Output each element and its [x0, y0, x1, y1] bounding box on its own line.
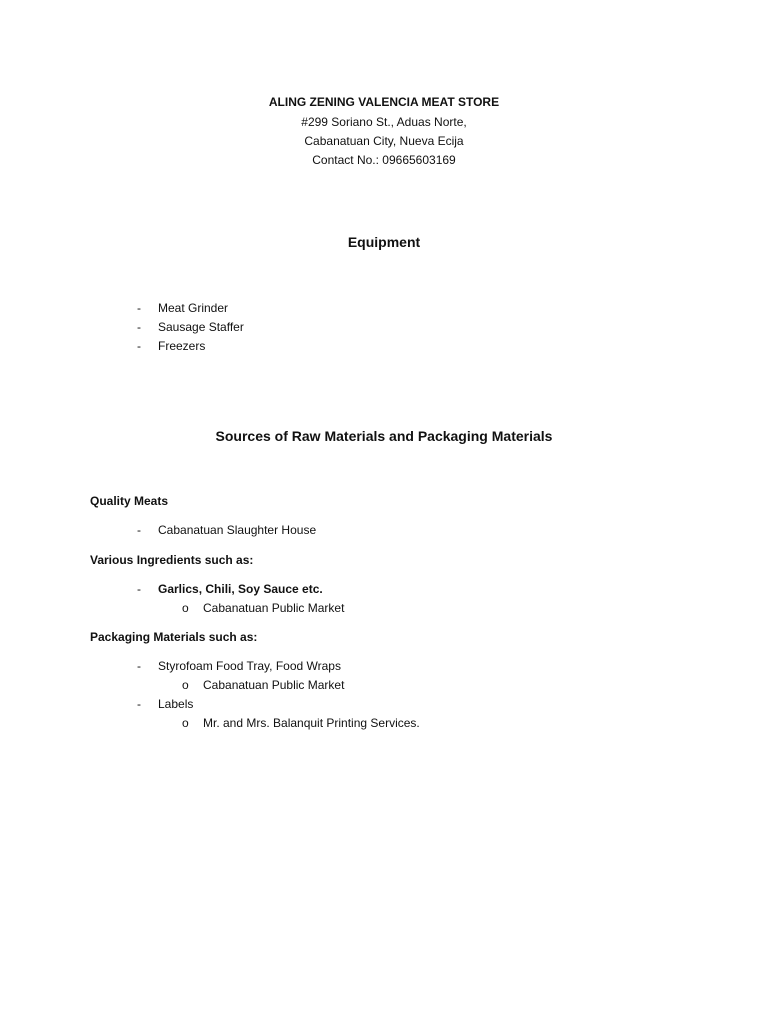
equipment-item-meat-grinder: Meat Grinder	[158, 301, 229, 315]
address-line-1: #299 Soriano St., Aduas Norte,	[301, 115, 467, 129]
quality-meats-label: Quality Meats	[90, 494, 169, 508]
list-marker: -	[137, 697, 141, 711]
source-public-market: Cabanatuan Public Market	[203, 601, 345, 615]
list-marker: -	[137, 301, 141, 315]
list-marker: -	[137, 320, 141, 334]
sub-list-marker: o	[182, 716, 189, 730]
sub-list-marker: o	[182, 601, 189, 615]
packaging-styrofoam-tray: Styrofoam Food Tray, Food Wraps	[158, 659, 341, 673]
equipment-item-sausage-staffer: Sausage Staffer	[158, 320, 244, 334]
list-marker: -	[137, 523, 141, 537]
source-public-market: Cabanatuan Public Market	[203, 678, 345, 692]
store-name: ALING ZENING VALENCIA MEAT STORE	[268, 95, 500, 109]
source-printing-services: Mr. and Mrs. Balanquit Printing Services.	[203, 716, 420, 730]
equipment-heading: Equipment	[347, 234, 421, 250]
ingredient-garlics-chili-soy: Garlics, Chili, Soy Sauce etc.	[158, 582, 323, 596]
packaging-labels: Labels	[158, 697, 194, 711]
packaging-label: Packaging Materials such as:	[90, 630, 258, 644]
equipment-item-freezers: Freezers	[158, 339, 206, 353]
list-marker: -	[137, 582, 141, 596]
source-slaughter-house: Cabanatuan Slaughter House	[158, 523, 317, 537]
ingredients-label: Various Ingredients such as:	[90, 553, 254, 567]
contact-number: Contact No.: 09665603169	[312, 153, 456, 167]
list-marker: -	[137, 339, 141, 353]
sources-heading: Sources of Raw Materials and Packaging Materials	[215, 428, 553, 444]
sub-list-marker: o	[182, 678, 189, 692]
list-marker: -	[137, 659, 141, 673]
address-line-2: Cabanatuan City, Nueva Ecija	[304, 134, 464, 148]
